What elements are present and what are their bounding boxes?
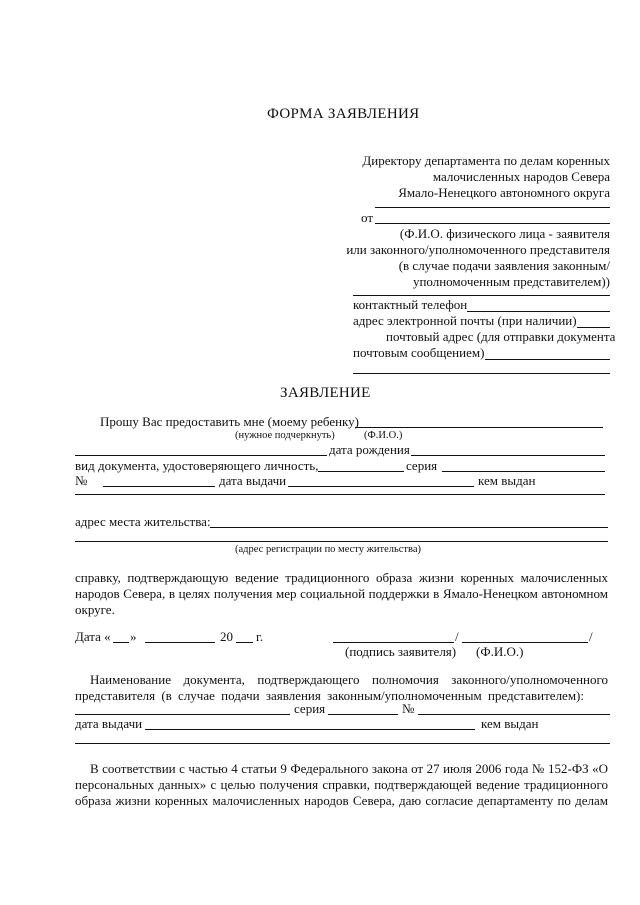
issued-by-label: кем выдан <box>478 473 536 488</box>
series-label: серия <box>406 458 438 473</box>
from-hint-4: уполномоченным представителем)) <box>412 274 610 289</box>
rep-issue-date-label: дата выдачи <box>75 716 143 731</box>
addressee-line-2: малочисленных народов Севера <box>432 169 610 184</box>
year-suffix: г. <box>256 629 264 644</box>
postal-label-2: почтовым сообщением) <box>353 345 485 360</box>
email-label: адрес электронной почты (при наличии) <box>353 313 577 328</box>
number-field[interactable] <box>103 486 215 487</box>
phone-label: контактный телефон <box>353 297 468 312</box>
applicant-fio-line[interactable] <box>375 223 610 224</box>
signature-field[interactable] <box>333 642 454 643</box>
birth-date-label: дата рождения <box>329 442 410 457</box>
id-doc-label: вид документа, удостоверяющего личность, <box>75 458 319 473</box>
residence-field-continued[interactable] <box>75 541 608 542</box>
representative-line-1: Наименование документа, подтверждающего полномочия законного/уполномоченного <box>90 672 608 687</box>
consent-line-3: образа жизни коренных малочисленных народов Севера, даю согласие департаменту по делам <box>75 793 608 808</box>
rep-issued-by-label: кем выдан <box>481 716 539 731</box>
consent-line-1: В соответствии с частью 4 статьи 9 Федерального закона от 27 июля 2006 года № 152-ФЗ «О <box>90 761 608 776</box>
purpose-line-2: народов Севера, в целях получения мер социальной поддержки в Ямало-Ненецком автономном <box>75 586 608 601</box>
day-field[interactable] <box>113 642 129 643</box>
fio-continued-field[interactable] <box>75 455 327 456</box>
date-prefix: Дата « <box>75 629 111 644</box>
signature-hint: (подпись заявителя) <box>345 644 457 659</box>
email-field[interactable] <box>577 327 610 328</box>
from-label: от <box>361 210 374 225</box>
rep-number-field[interactable] <box>418 714 610 715</box>
form-title: ФОРМА ЗАЯВЛЕНИЯ <box>267 106 420 122</box>
signer-fio-hint: (Ф.И.О.) <box>476 644 524 659</box>
year-prefix: 20 <box>220 629 233 644</box>
phone-field[interactable] <box>467 311 610 312</box>
purpose-line-1: справку, подтверждающую ведение традиционного образа жизни коренных малочисленных <box>75 570 608 585</box>
underline-hint: (нужное подчеркнуть) <box>235 430 335 441</box>
date-mid: » <box>130 629 137 644</box>
rep-series-label: серия <box>294 701 326 716</box>
purpose-line-3: округе. <box>75 602 115 617</box>
issue-date-label: дата выдачи <box>219 473 287 488</box>
request-text: Прошу Вас предоставить мне (моему ребенку) <box>100 414 360 429</box>
issued-by-field[interactable] <box>75 494 605 495</box>
number-label: № <box>75 473 88 488</box>
postal-label-1: почтовый адрес (для отправки документа <box>386 329 616 344</box>
consent-line-2: персональных данных» с целью получения справки, подтверждающей ведение традиционного <box>75 777 608 792</box>
postal-field-continued[interactable] <box>353 373 610 374</box>
residence-hint: (адрес регистрации по месту жительства) <box>235 544 421 555</box>
from-hint-1: (Ф.И.О. физического лица - заявителя <box>399 226 610 241</box>
residence-field[interactable] <box>210 527 608 528</box>
rep-doc-field[interactable] <box>75 714 290 715</box>
residence-label: адрес места жительства: <box>75 514 211 529</box>
addressee-line-1: Директору департамента по делам коренных <box>362 153 610 168</box>
child-fio-field[interactable] <box>355 427 603 428</box>
slash-2: / <box>589 629 593 644</box>
applicant-continued-line[interactable] <box>353 295 610 296</box>
rep-series-field[interactable] <box>328 714 398 715</box>
id-doc-field[interactable] <box>318 471 404 472</box>
rep-issued-by-field[interactable] <box>75 743 610 744</box>
rep-number-label: № <box>402 701 415 716</box>
series-field[interactable] <box>442 471 605 472</box>
birth-date-field[interactable] <box>411 455 605 456</box>
postal-field[interactable] <box>485 359 610 360</box>
representative-line-2: представителя (в случае подачи заявления законным/уполномоченным представителем): <box>75 688 584 703</box>
from-hint-2: или законного/уполномоченного представителя <box>346 242 610 257</box>
year-field[interactable] <box>236 642 253 643</box>
fio-hint: (Ф.И.О.) <box>364 430 403 441</box>
month-field[interactable] <box>145 642 215 643</box>
from-hint-3: (в случае подачи заявления законным/ <box>398 258 610 273</box>
rep-issue-date-field[interactable] <box>145 729 475 730</box>
addressee-line-3: Ямало-Ненецкого автономного округа <box>398 185 610 200</box>
slash-1: / <box>455 629 459 644</box>
signer-fio-field[interactable] <box>462 642 588 643</box>
statement-title: ЗАЯВЛЕНИЕ <box>280 385 371 401</box>
issue-date-field[interactable] <box>288 486 474 487</box>
applicant-extra-line[interactable] <box>375 207 610 208</box>
